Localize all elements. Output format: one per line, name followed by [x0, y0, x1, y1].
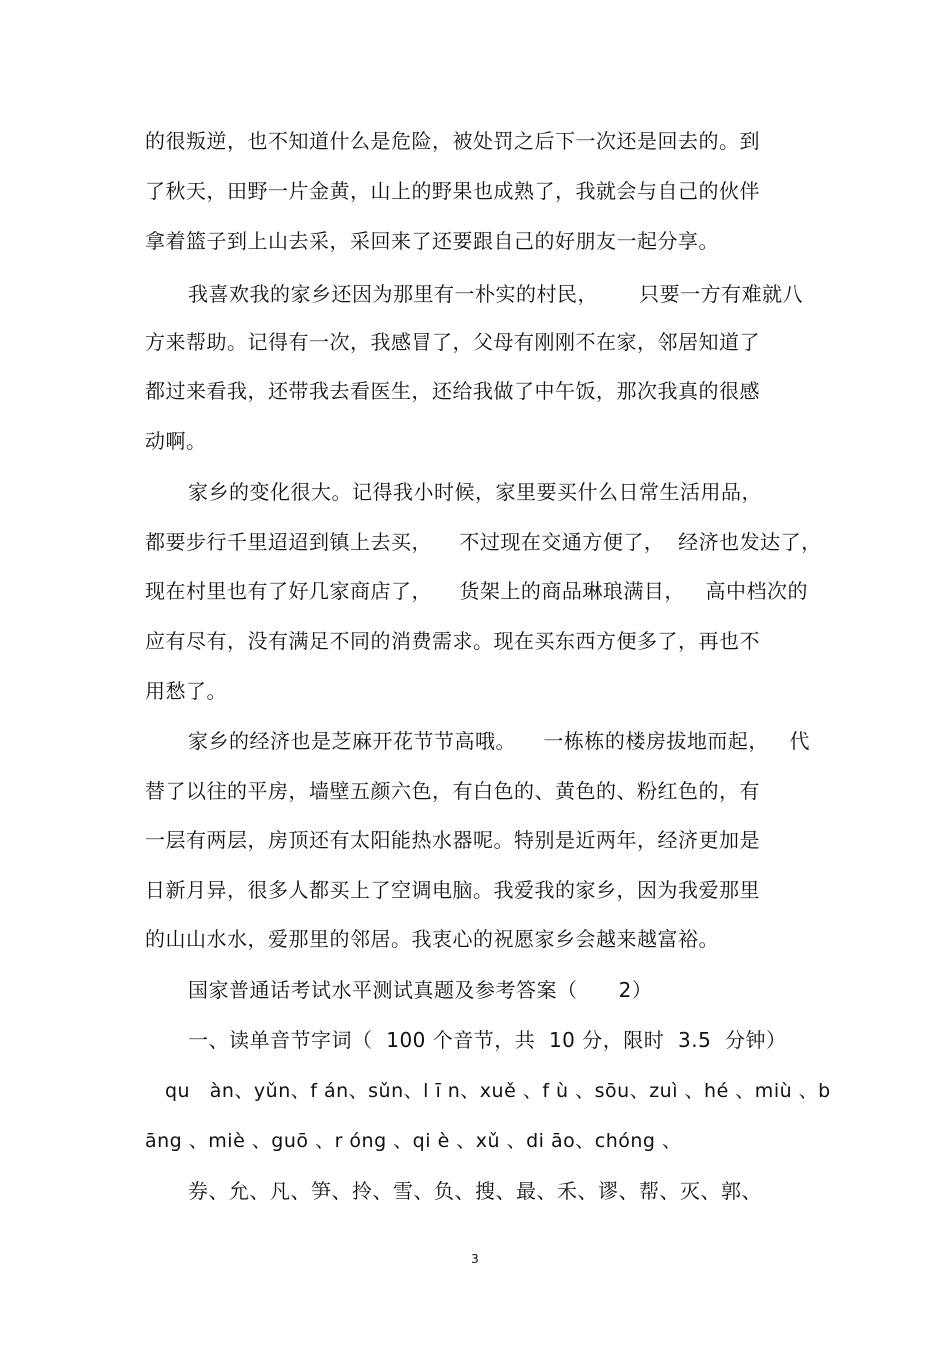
text-line-3: 拿着篮子到上山去采，采回来了还要跟自己的好朋友一起分享。: [145, 229, 719, 253]
text-line-10: 现在村里也有了好几家商店了， 货架上的商品琳琅满目， 高中档次的: [145, 579, 809, 603]
pinyin-line-1: qu àn、yǔn、f án、sǔn、l ī n、xuě 、f ù 、sōu、zuì 、hé 、miù 、b: [165, 1080, 831, 1102]
text-line-4: 我喜欢我的家乡还因为那里有一朴实的村民， 只要一方有难就八: [188, 282, 804, 306]
text-line-9: 都要步行千里迢迢到镇上去买， 不过现在交通方便了， 经济也发达了，: [145, 530, 822, 554]
text-line-2: 了秋天，田野一片金黄，山上的野果也成熟了，我就会与自己的伙伴: [145, 179, 760, 203]
text-line-8: 家乡的变化很大。记得我小时候，家里要买什么日常生活用品，: [188, 480, 762, 504]
text-line-1: 的很叛逆，也不知道什么是危险，被处罚之后下一次还是回去的。到: [145, 129, 760, 153]
text-line-7: 动啊。: [145, 429, 207, 453]
character-list-line: 券、允、凡、笋、拎、雪、负、搜、最、禾、谬、帮、灭、郭、: [188, 1179, 762, 1203]
text-line-11: 应有尽有，没有满足不同的消费需求。现在买东西方便多了，再也不: [145, 629, 760, 653]
text-line-6: 都过来看我，还带我去看医生，还给我做了中午饭，那次我真的很感: [145, 379, 760, 403]
text-line-16: 日新月异，很多人都买上了空调电脑。我爱我的家乡，因为我爱那里: [145, 878, 760, 902]
text-line-17: 的山山水水，爱那里的邻居。我衷心的祝愿家乡会越来越富裕。: [145, 927, 719, 951]
text-line-12: 用愁了。: [145, 679, 227, 703]
section-heading-single-syllable: 一、读单音节字词（ 100 个音节，共 10 分，限时 3.5 分钟）: [188, 1028, 787, 1052]
text-line-5: 方来帮助。记得有一次，我感冒了，父母有刚刚不在家，邻居知道了: [145, 330, 760, 354]
section-title: 国家普通话考试水平测试真题及参考答案（ 2）: [188, 978, 653, 1002]
text-line-15: 一层有两层，房顶还有太阳能热水器呢。特别是近两年，经济更加是: [145, 828, 760, 852]
pinyin-line-2: āng 、miè 、guō 、r óng 、qi è 、xǔ 、di āo、chóng 、: [145, 1130, 682, 1152]
text-line-13: 家乡的经济也是芝麻开花节节高哦。 一栋栋的楼房拔地而起， 代: [188, 729, 811, 753]
text-line-14: 替了以往的平房，墙壁五颜六色，有白色的、黄色的、粉红色的，有: [145, 779, 760, 803]
page-number: 3: [471, 1252, 479, 1266]
